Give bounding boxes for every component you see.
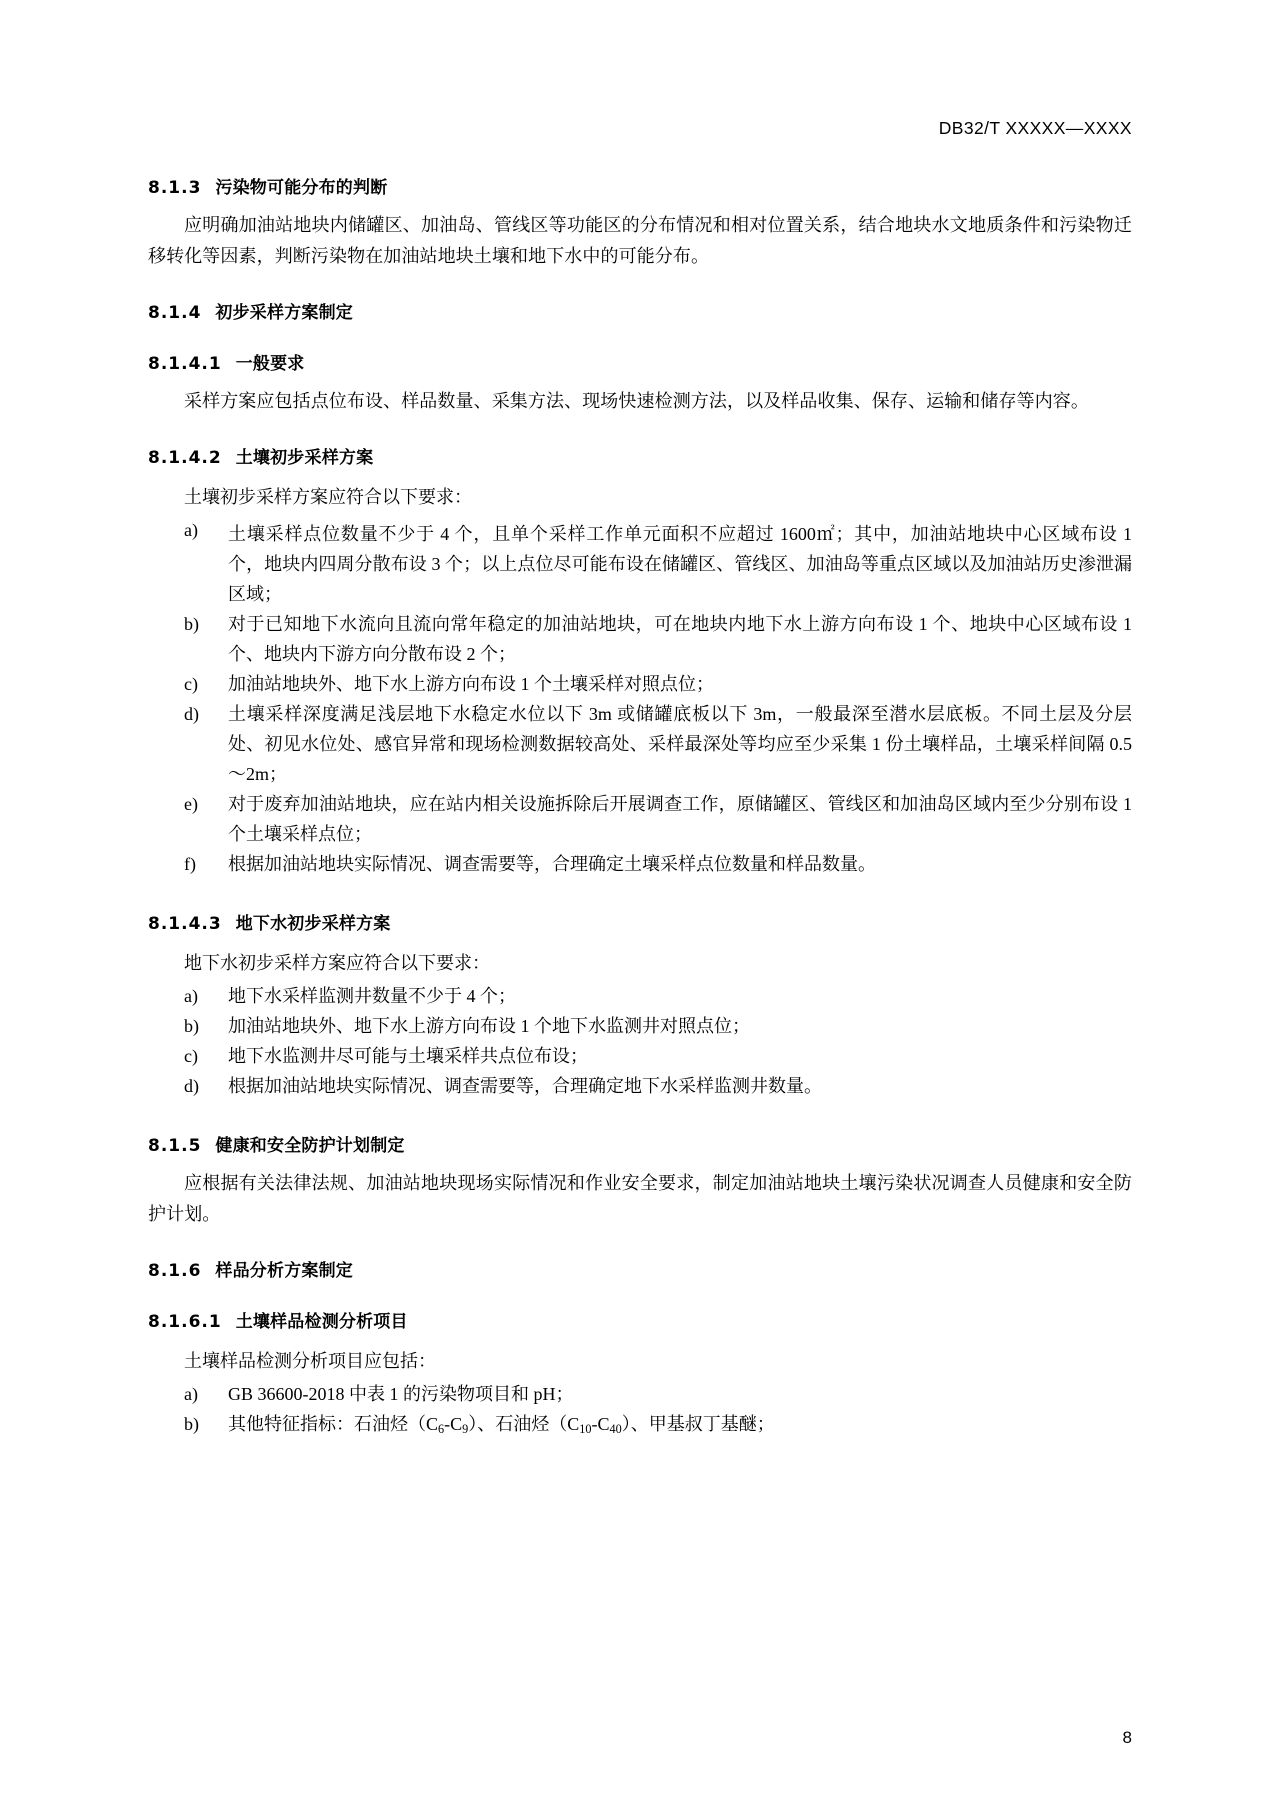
list-item-text: 地下水采样监测井数量不少于 4 个； — [228, 986, 516, 1007]
paragraph-8-1-4-1: 采样方案应包括点位布设、样品数量、采集方法、现场快速检测方法，以及样品收集、保存、运输和储存等内容。 — [184, 391, 1089, 411]
list-8-1-4-2 — [148, 515, 1132, 879]
heading-8-1-6-1 — [148, 1307, 1132, 1332]
list-item-text: 土壤采样深度满足浅层地下水稳定水位以下 3m 或储罐底板以下 3m，一般最深至潜水层底板。不同土层及分层处、初见水位处、感官异常和现场检测数据较高处、采样最深处等均应至少采集 1 份土壤样品，土壤采样间隔 0.5～2m； — [228, 704, 1132, 785]
lead-8-1-4-3: 地下水初步采样方案应符合以下要求： — [184, 953, 490, 974]
list-8-1-4-3 — [148, 981, 1132, 1101]
heading-8-1-6 — [148, 1256, 1132, 1281]
clause-number: 8.1.4.1 — [148, 354, 222, 374]
list-item-text: 其他特征指标：石油烃$(C_6-C_9)$、石油烃$(C_{10}-C_{40})$、甲基叔丁基醚； — [228, 1414, 775, 1437]
list-marker: d) — [184, 1076, 199, 1097]
clause-title: 样品分析方案制定 — [215, 1261, 354, 1282]
list-item — [148, 981, 1132, 1011]
clause-number: 8.1.5 — [148, 1136, 202, 1157]
heading-8-1-3 — [148, 173, 1132, 198]
clause-title: 土壤初步采样方案 — [235, 448, 374, 468]
list-marker: e) — [184, 794, 198, 815]
list-item — [148, 1041, 1132, 1071]
list-8-1-6-1 — [148, 1379, 1132, 1444]
list-item-text: 加油站地块外、地下水上游方向布设 1 个土壤采样对照点位； — [228, 674, 714, 695]
heading-8-1-4-1 — [148, 349, 1132, 374]
clause-title: 土壤样品检测分析项目 — [235, 1312, 408, 1333]
heading-8-1-4 — [148, 298, 1132, 323]
list-item — [148, 515, 1132, 609]
clause-title: 初步采样方案制定 — [215, 303, 354, 323]
heading-8-1-4-2 — [148, 443, 1132, 468]
list-item-text: 加油站地块外、地下水上游方向布设 1 个地下水监测井对照点位； — [228, 1016, 750, 1037]
list-marker: b) — [184, 1016, 199, 1037]
list-item-text: 对于废弃加油站地块，应在站内相关设施拆除后开展调查工作，原储罐区、管线区和加油岛区域内至少分别布设 1 个土壤采样点位； — [228, 794, 1132, 845]
clause-number: 8.1.6 — [148, 1261, 202, 1282]
page-number: 8 — [1122, 1728, 1132, 1747]
page-header: DB32/T XXXXX—XXXX — [938, 118, 1132, 138]
list-marker: a) — [184, 986, 198, 1007]
list-marker: a) — [184, 1384, 198, 1405]
paragraph-8-1-5: 应根据有关法律法规、加油站地块现场实际情况和作业安全要求，制定加油站地块土壤污染状况调查人员健康和安全防护计划。 — [148, 1173, 1132, 1225]
list-item — [148, 789, 1132, 849]
list-item — [148, 1379, 1132, 1409]
list-item — [148, 669, 1132, 699]
list-item — [148, 849, 1132, 879]
clause-number: 8.1.4.3 — [148, 914, 222, 935]
clause-title: 地下水初步采样方案 — [235, 914, 391, 935]
list-item — [148, 609, 1132, 669]
list-item — [148, 699, 1132, 789]
list-marker: a) — [184, 520, 198, 540]
paragraph-8-1-3: 应明确加油站地块内储罐区、加油岛、管线区等功能区的分布情况和相对位置关系，结合地块水文地质条件和污染物迁移转化等因素，判断污染物在加油站地块土壤和地下水中的可能分布。 — [148, 215, 1132, 266]
list-item-text: 土壤采样点位数量不少于 4 个，且单个采样工作单元面积不应超过 1600㎡；其中，加油站地块中心区域布设 1 个，地块内四周分散布设 3 个；以上点位尽可能布设在储罐区、管线区、加油岛等重点区域以及加油站历史渗泄漏区域； — [228, 524, 1133, 605]
list-marker: d) — [184, 704, 199, 725]
list-marker: c) — [184, 1046, 198, 1067]
list-marker: b) — [184, 614, 199, 635]
list-item-text: 根据加油站地块实际情况、调查需要等，合理确定土壤采样点位数量和样品数量。 — [228, 854, 876, 875]
list-item-text: 对于已知地下水流向且流向常年稳定的加油站地块，可在地块内地下水上游方向布设 1 个、地块中心区域布设 1 个、地块内下游方向分散布设 2 个； — [228, 614, 1132, 665]
list-marker: c) — [184, 674, 198, 695]
heading-8-1-4-3 — [148, 909, 1132, 934]
clause-number: 8.1.4.2 — [148, 448, 222, 468]
clause-title: 污染物可能分布的判断 — [215, 178, 388, 198]
list-item — [148, 1409, 1132, 1444]
lead-8-1-6-1: 土壤样品检测分析项目应包括： — [184, 1351, 436, 1372]
heading-8-1-5 — [148, 1131, 1132, 1156]
clause-number: 8.1.4 — [148, 303, 202, 323]
clause-title: 健康和安全防护计划制定 — [215, 1136, 405, 1157]
clause-number: 8.1.3 — [148, 178, 202, 198]
list-item-text: GB 36600-2018 中表 1 的污染物项目和 pH； — [228, 1384, 574, 1405]
list-item — [148, 1071, 1132, 1101]
list-item — [148, 1011, 1132, 1041]
clause-number: 8.1.6.1 — [148, 1312, 222, 1333]
list-marker: b) — [184, 1414, 199, 1435]
list-marker: f) — [184, 854, 196, 875]
clause-title: 一般要求 — [235, 354, 305, 374]
list-item-text: 地下水监测井尽可能与土壤采样共点位布设； — [228, 1046, 588, 1067]
list-item-text: 根据加油站地块实际情况、调查需要等，合理确定地下水采样监测井数量。 — [228, 1076, 822, 1097]
lead-8-1-4-2: 土壤初步采样方案应符合以下要求： — [184, 487, 472, 507]
